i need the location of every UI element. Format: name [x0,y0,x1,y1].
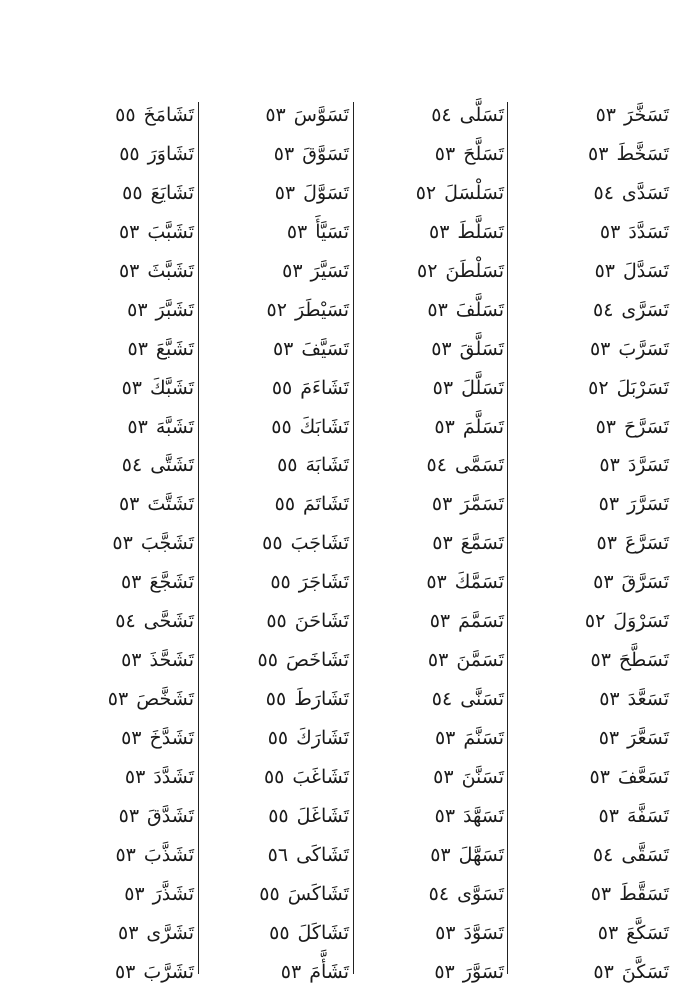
entry-page-number: ٥٣ [127,298,148,321]
index-entry [45,446,200,485]
index-entry [360,875,510,914]
entry-page-number: ٥٣ [280,960,302,983]
entry-page-number: ٥٣ [286,220,308,243]
entry-word: تَسَنَّنَ [461,765,504,788]
entry-word: تَشَايَعَ [150,181,194,204]
entry-page-number: ٥٣ [595,415,616,438]
index-column-4 [45,96,200,992]
index-entry [515,524,675,563]
entry-page-number: ٥٣ [593,960,614,983]
index-entry [515,330,675,369]
entry-word: تَسَمَّكَ [454,571,504,594]
entry-word: تَشَحَّذَ [149,649,194,672]
entry-word: تَسَهَّدَ [463,804,504,827]
entry-page-number: ٥٣ [595,104,616,126]
entry-page-number: ٥٣ [596,532,617,555]
entry-word: تَشَبَّبَ [147,220,194,243]
index-entry [360,174,510,213]
entry-page-number: ٥٥ [274,493,296,516]
entry-word: تَشَاوَرَ [147,142,194,165]
entry-word: تَشَاكَى [296,843,349,866]
entry-word: تَسَمَّعَ [460,532,504,555]
entry-word: تَسَوَّلَ [303,181,349,204]
entry-page-number: ٥٥ [263,765,285,788]
index-entry [45,836,200,875]
entry-word: تَشَاغَبَ [292,765,349,788]
index-entry [515,563,675,602]
entry-word: تَشَاتَمَ [303,493,349,516]
index-entry [515,446,675,485]
entry-word: تَسَمَّنَ [456,649,504,672]
entry-page-number: ٥٣ [124,882,145,905]
index-entry [45,719,200,758]
entry-page-number: ٥٤ [592,298,614,321]
entry-page-number: ٥٣ [429,220,450,243]
entry-word: تَسَدَّى [621,181,669,204]
entry-page-number: ٥٣ [432,376,454,399]
index-entry [205,836,355,875]
entry-page-number: ٥٣ [273,142,295,165]
entry-word: تَسَيَّرَ [310,259,349,282]
entry-word: تَشَبَّعَ [155,337,194,360]
index-column-1 [515,96,675,992]
entry-page-number: ٥٦ [267,843,289,866]
entry-word: تَسَعَّفَ [617,765,669,788]
entry-page-number: ٥٣ [597,921,619,944]
index-entry [45,524,200,563]
entry-page-number: ٥٥ [265,688,287,711]
entry-page-number: ٥٣ [434,727,456,749]
entry-word: تَشَذَّرَ [152,882,194,905]
index-entry [45,408,200,447]
index-entry [360,524,510,563]
entry-page-number: ٥٤ [431,104,452,126]
entry-page-number: ٥٣ [115,843,136,866]
index-entry [205,330,355,369]
entry-word: تَشَبَّكَ [150,376,194,399]
index-entry [515,875,675,914]
entry-word: تَشَابَكَ [299,415,349,438]
index-entry [45,680,200,719]
index-entry [205,291,355,330]
entry-page-number: ٥٣ [427,649,449,672]
index-entry [360,758,510,797]
entry-page-number: ٥٣ [598,727,620,749]
entry-page-number: ٥٤ [431,688,453,711]
index-entry [205,875,355,914]
index-entry [360,408,510,447]
entry-page-number: ٥٤ [426,454,447,477]
index-entry [360,446,510,485]
index-entry [45,485,200,524]
entry-word: تَشَجَّعَ [149,571,194,594]
index-entry [360,719,510,758]
entry-page-number: ٥٥ [271,376,293,399]
entry-page-number: ٥٣ [599,688,620,711]
entry-page-number: ٥٣ [265,104,286,126]
entry-page-number: ٥٥ [269,921,290,944]
entry-page-number: ٥٢ [588,376,609,399]
index-entry [360,369,510,408]
index-entry [515,96,675,135]
index-entry [360,797,510,836]
index-entry [360,96,510,135]
entry-word: تَسَلْسَلَ [444,181,504,204]
entry-page-number: ٥٣ [426,571,447,594]
entry-page-number: ٥٥ [262,532,283,555]
index-entry [205,719,355,758]
index-entry [360,836,510,875]
entry-page-number: ٥٣ [427,298,448,321]
entry-page-number: ٥٣ [434,804,456,827]
entry-page-number: ٥٥ [257,649,278,672]
entry-word: تَشَاخَصَ [285,649,349,672]
entry-word: تَشَدَّدَ [153,765,194,788]
entry-page-number: ٥٤ [115,610,136,633]
index-entry [205,641,355,680]
entry-word: تَشَدَّقَ [147,804,194,827]
entry-word: تَشَاءَمَ [300,376,349,399]
entry-word: تَشَبَّرَ [155,298,194,321]
entry-page-number: ٥٣ [434,415,455,438]
index-entry [45,758,200,797]
index-entry [45,563,200,602]
entry-page-number: ٥٣ [593,571,614,594]
index-entry [205,914,355,953]
index-entry [45,641,200,680]
index-entry [45,291,200,330]
entry-word: تَسَلَّى [459,104,504,126]
entry-page-number: ٥٢ [417,259,438,282]
entry-page-number: ٥٣ [433,765,454,788]
entry-word: تَشَاكَلَ [297,921,349,944]
index-entry [515,174,675,213]
entry-page-number: ٥٣ [589,765,610,788]
entry-word: تَشَاجَبَ [290,532,349,555]
index-entry [205,680,355,719]
entry-word: تَسَنَّمَ [463,727,504,749]
entry-word: تَسَهَّلَ [458,843,504,866]
index-entry [360,213,510,252]
index-entry [515,408,675,447]
entry-word: تَشَرَّى [146,921,194,944]
entry-page-number: ٥٣ [599,220,621,243]
index-entry [515,135,675,174]
entry-word: تَشَاحَنَ [294,610,349,633]
entry-word: تَسَوَّسَ [293,104,349,126]
index-entry [360,291,510,330]
entry-word: تَسَدَّلَ [622,259,669,282]
index-entry [205,369,355,408]
entry-page-number: ٥٣ [432,532,453,555]
index-column-3 [205,96,355,992]
entry-word: تَسَلَّفَ [455,298,504,321]
index-entry [45,875,200,914]
entry-word: تَسَلْطَنَ [445,259,504,282]
entry-page-number: ٥٣ [118,493,140,516]
index-entry [515,213,675,252]
entry-word: تَسَرَّدَ [627,454,669,477]
entry-word: تَسَيَّفَ [301,337,349,360]
entry-word: تَسَطَّحَ [618,649,669,672]
index-entry [45,602,200,641]
entry-page-number: ٥٣ [118,220,140,243]
entry-page-number: ٥٣ [435,921,456,944]
index-entry [45,213,200,252]
entry-page-number: ٥٣ [282,259,303,282]
entry-word: تَسَمَّرَ [460,493,504,516]
entry-page-number: ٥٣ [590,882,612,905]
entry-page-number: ٥٣ [431,493,453,516]
index-entry [205,953,355,992]
entry-page-number: ٥٢ [584,610,606,633]
entry-page-number: ٥٣ [120,571,142,594]
entry-page-number: ٥٤ [121,454,143,477]
entry-word: تَشَحَّى [143,610,194,633]
entry-word: تَسَخَّطَ [616,142,669,165]
entry-page-number: ٥٣ [431,337,452,360]
entry-word: تَسَوَّرَ [462,960,504,983]
entry-word: تَسَيَّأَ [315,220,349,243]
entry-word: تَسَمَّى [454,454,504,477]
entry-page-number: ٥٤ [592,843,614,866]
entry-word: تَسَيْطَرَ [294,298,349,321]
entry-word: تَشَذَّبَ [143,843,194,866]
entry-word: تَشَاغَلَ [296,804,349,827]
index-entry [360,330,510,369]
index-entry [515,291,675,330]
index-entry [515,602,675,641]
entry-page-number: ٥٣ [114,960,136,983]
entry-word: تَسَوَّقَ [302,142,349,165]
entry-page-number: ٥٣ [127,415,148,438]
index-entry [45,914,200,953]
entry-page-number: ٥٥ [267,727,289,749]
entry-word: تَشَارَكَ [296,727,349,749]
entry-word: تَسَرَّعَ [624,532,669,555]
entry-word: تَسَرَّقَ [621,571,669,594]
index-entry [205,213,355,252]
entry-word: تَشَبَّهَ [155,415,194,438]
index-entry [360,252,510,291]
entry-page-number: ٥٥ [115,104,136,126]
index-entry [515,485,675,524]
entry-word: تَسَلَّلَ [461,376,504,399]
entry-word: تَشَاجَرَ [298,571,349,594]
entry-page-number: ٥٣ [594,259,615,282]
entry-page-number: ٥٣ [599,454,620,477]
entry-word: تَسَقَّطَ [619,882,669,905]
entry-page-number: ٥٣ [127,337,148,360]
index-entry [45,369,200,408]
entry-word: تَسَمَّمَ [458,610,504,633]
entry-page-number: ٥٣ [121,649,142,672]
entry-page-number: ٥٣ [274,181,296,204]
entry-word: تَسَلَّمَ [462,415,504,438]
entry-word: تَشَتَّى [150,454,194,477]
entry-page-number: ٥٣ [430,843,451,866]
index-entry [515,719,675,758]
entry-word: تَسَرَّرَ [627,493,669,516]
entry-word: تَشَأَّمَ [309,960,349,983]
entry-page-number: ٥٤ [428,882,450,905]
entry-word: تَشَجَّبَ [140,532,194,555]
entry-word: تَشَامَخَ [143,104,194,126]
entry-page-number: ٥٣ [588,142,609,165]
entry-word: تَسَعَّدَ [627,688,669,711]
index-entry [205,174,355,213]
index-entry [205,485,355,524]
index-entry [360,680,510,719]
index-entry [515,369,675,408]
index-entry [515,797,675,836]
entry-page-number: ٥٣ [124,765,146,788]
entry-page-number: ٥٣ [589,337,611,360]
index-entry [360,602,510,641]
index-entry [45,797,200,836]
index-entry [515,252,675,291]
entry-word: تَشَارَطَ [294,688,349,711]
entry-page-number: ٥٣ [117,921,139,944]
index-entry [205,135,355,174]
entry-word: تَسَرَّبَ [618,337,669,360]
entry-page-number: ٥٥ [122,181,143,204]
entry-page-number: ٥٣ [429,610,451,633]
index-entry [515,641,675,680]
entry-word: تَسَوَّى [457,882,504,905]
entry-word: تَسَلَّطَ [457,220,504,243]
entry-page-number: ٥٥ [259,882,280,905]
index-entry [45,96,200,135]
entry-page-number: ٥٥ [277,454,298,477]
index-entry [205,408,355,447]
entry-page-number: ٥٣ [590,649,611,672]
entry-page-number: ٥٣ [272,337,294,360]
entry-word: تَشَابَهَ [305,454,349,477]
entry-page-number: ٥٣ [434,960,455,983]
entry-page-number: ٥٥ [119,142,140,165]
entry-page-number: ٥٥ [271,415,292,438]
entry-page-number: ٥٢ [266,298,287,321]
entry-word: تَسَرْوَلَ [613,610,669,633]
entry-page-number: ٥٣ [598,804,619,827]
index-entry [45,252,200,291]
index-entry [515,914,675,953]
entry-word: تَسَرْبَلَ [616,376,669,399]
index-entry [205,563,355,602]
index-entry [515,836,675,875]
entry-word: تَسَرَّحَ [624,415,669,438]
index-entry [205,524,355,563]
entry-word: تَسَلَّحَ [463,142,504,165]
entry-page-number: ٥٣ [112,532,133,555]
index-entry [45,174,200,213]
entry-word: تَشَرَّبَ [143,960,194,983]
entry-word: تَشَدَّخَ [149,727,194,749]
index-entry [515,680,675,719]
entry-word: تَسَدَّدَ [628,220,669,243]
entry-word: تَسَوَّدَ [463,921,504,944]
entry-word: تَسَكَّنَ [621,960,669,983]
index-entry [360,135,510,174]
index-entry [515,953,675,992]
index-entry [360,641,510,680]
entry-page-number: ٥٥ [266,610,287,633]
entry-page-number: ٥٣ [434,142,456,165]
index-column-2 [360,96,510,992]
index-entry [205,252,355,291]
entry-page-number: ٥٥ [268,804,289,827]
entry-word: تَسَعَّرَ [627,727,669,749]
entry-word: تَشَبَّثَ [147,259,194,282]
entry-page-number: ٥٤ [593,181,614,204]
index-entry [45,135,200,174]
entry-page-number: ٥٣ [118,259,140,282]
entry-word: تَشَخَّصَ [136,688,194,711]
entry-word: تَسَفَّهَ [626,804,669,827]
entry-page-number: ٥٣ [118,804,140,827]
entry-word: تَسَلَّقَ [459,337,504,360]
entry-page-number: ٥٢ [415,181,437,204]
entry-word: تَسَنَّى [460,688,504,711]
entry-page-number: ٥٣ [121,727,142,749]
entry-word: تَسَكَّعَ [626,921,669,944]
index-entry [515,758,675,797]
entry-word: تَسَقَّى [621,843,669,866]
index-entry [205,96,355,135]
index-entry [205,446,355,485]
index-entry [360,485,510,524]
index-entry [360,953,510,992]
entry-word: تَسَرَّى [621,298,669,321]
entry-page-number: ٥٣ [598,493,620,516]
index-entry [360,563,510,602]
index-entry [205,797,355,836]
entry-word: تَسَخَّرَ [624,104,669,126]
index-entry [205,758,355,797]
index-entry [205,602,355,641]
entry-word: تَشَتَّتَ [147,493,194,516]
entry-page-number: ٥٣ [107,688,129,711]
entry-word: تَشَاكَسَ [287,882,349,905]
index-entry [360,914,510,953]
entry-page-number: ٥٣ [121,376,143,399]
index-entry [45,330,200,369]
entry-page-number: ٥٥ [270,571,291,594]
index-entry [45,953,200,992]
